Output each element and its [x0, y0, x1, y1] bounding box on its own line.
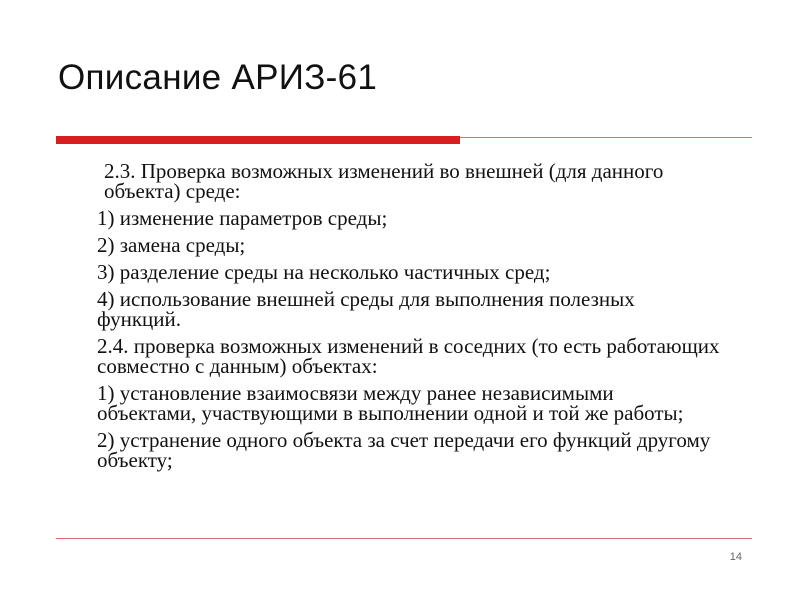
body-paragraph-item-2: 2) замена среды;: [97, 233, 246, 257]
body-paragraph-item-1b: 1) установление взаимосвязи между ранее независимыми объектами, участвующими в выполнении одной и той же работы;: [97, 381, 684, 425]
page-number: 14: [729, 551, 742, 563]
body-paragraph-item-1: 1) изменение параметров среды;: [97, 206, 388, 230]
body-paragraph-2-4: 2.4. проверка возможных изменений в соседних (то есть работающих совместно с данным) объектах:: [97, 334, 720, 378]
body-paragraph-item-2b: 2) устранение одного объекта за счет передачи его функций другому объекту;: [97, 428, 711, 472]
body-paragraph-2-3: 2.3. Проверка возможных изменений во внешней (для данного объекта) среде:: [104, 159, 664, 203]
body-paragraph-item-3: 3) разделение среды на несколько частичных сред;: [97, 260, 551, 284]
slide-body: [0, 161, 800, 477]
body-paragraph-item-4: 4) использование внешней среды для выполнения полезных функций.: [97, 287, 635, 331]
footer-divider-line: [56, 538, 752, 539]
slide-title: Описание АРИЗ-61: [58, 58, 378, 97]
title-accent-bar: [56, 136, 460, 144]
